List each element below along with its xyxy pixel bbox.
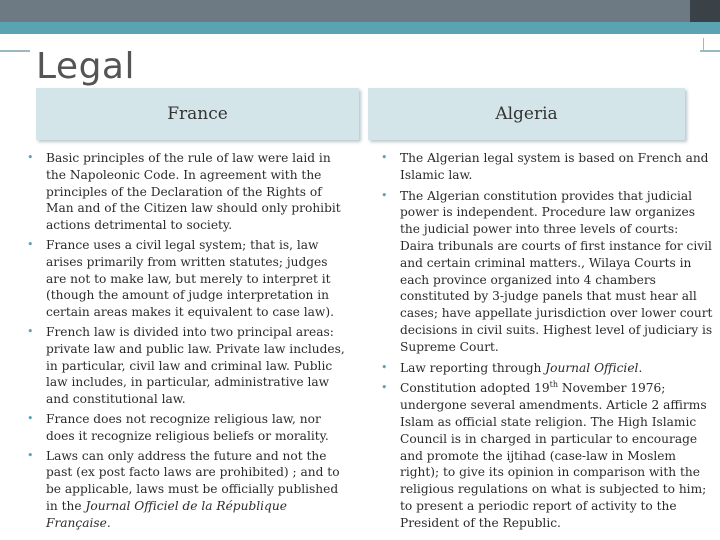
- list-item: • Laws can only address the future and not the past (ex post facto laws are prohibited) ; and to be applicable, laws must be officially published in the Journal Officiel de la République Française.: [27, 448, 340, 530]
- algeria-column: [378, 150, 714, 536]
- bullet-icon: •: [381, 188, 388, 202]
- list-item: • French law is divided into two principal areas: private law and public law. Private law includes, in particular, civil law and criminal law. Public law includes, in particular, administrative law and constitutional law.: [27, 324, 345, 407]
- bullet-icon: •: [381, 381, 388, 395]
- france-header: [36, 88, 359, 140]
- title-rule-tick: [703, 38, 704, 52]
- bullet-icon: •: [27, 324, 34, 338]
- bullet-icon: •: [27, 237, 34, 251]
- france-header-label: France: [167, 104, 228, 124]
- journal-name: Journal Officiel: [545, 360, 639, 375]
- algeria-bullet-list: [378, 150, 714, 532]
- list-item: • France does not recognize religious law, nor does it recognize religious beliefs or morality.: [27, 411, 329, 443]
- list-item: • Law reporting through Journal Officiel.: [381, 360, 643, 375]
- bullet-icon: •: [381, 151, 388, 164]
- france-bullet-list: [24, 150, 350, 532]
- algeria-header-label: Algeria: [495, 104, 558, 124]
- list-item: • The Algerian constitution provides that judicial power is independent. Procedure law organizes the judicial power into three levels of courts: Daira tribunals are courts of first instance for civil and certain criminal matters., Wilaya Courts in each province organized into 4 chambers constituted by 3-judge panels that must hear all cases; have appellate jurisdiction over lower court decisions in civil suits. Highest level of judiciary is Supreme Court.: [381, 188, 713, 354]
- list-item: • The Algerian legal system is based on French and Islamic law.: [381, 151, 709, 182]
- bullet-icon: •: [381, 360, 388, 374]
- slide-title: Legal: [36, 46, 135, 87]
- bullet-icon: •: [27, 448, 34, 462]
- list-item: • Constitution adopted 19th November 1976; undergone several amendments. Article 2 affirms Islam as official state religion. The High Islamic Council is in charged in particular to encourage and promote the ijtihad (case-law in Moslem right); to give its opinion in comparison with the religious regulations on what is subjected to him; to present a periodic report of activity to the President of the Republic.: [381, 380, 707, 530]
- top-bar-corner: [690, 0, 720, 22]
- france-column: [24, 150, 350, 535]
- algeria-header: [368, 88, 685, 140]
- top-bar: [0, 0, 720, 22]
- journal-name: Journal Officiel de la République Française: [46, 498, 287, 530]
- title-rule-left: [0, 50, 30, 52]
- bullet-icon: •: [27, 151, 34, 164]
- list-item: • Basic principles of the rule of law were laid in the Napoleonic Code. In agreement with the principles of the Declaration of the Rights of Man and of the Citizen law should only prohibit actions detrimental to society.: [27, 151, 341, 233]
- bullet-icon: •: [27, 411, 34, 425]
- accent-bar: [0, 22, 720, 34]
- list-item: • France uses a civil legal system; that is, law arises primarily from written statutes; judges are not to make law, but merely to interpret it (though the amount of judge interpretation in certain areas makes it equivalent to case law).: [27, 237, 334, 320]
